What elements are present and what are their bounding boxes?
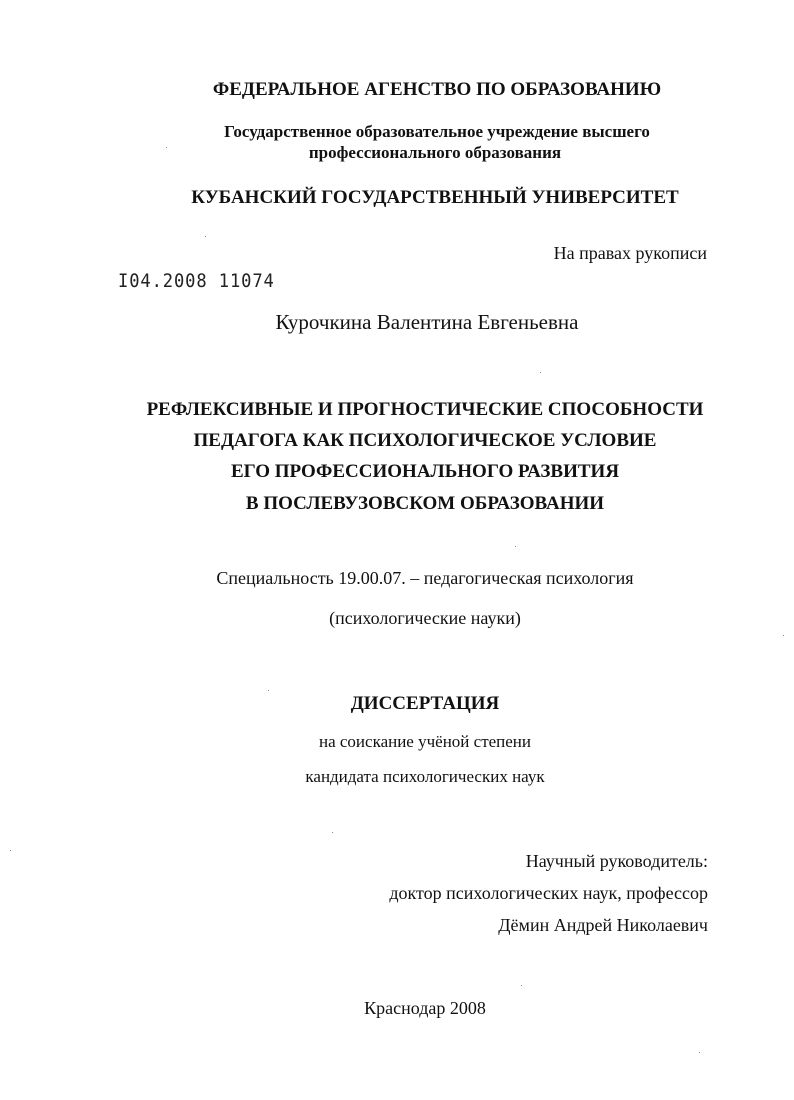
- advisor-label: Научный руководитель:: [525, 851, 708, 871]
- scan-speck: [540, 372, 541, 373]
- university-name: КУБАНСКИЙ ГОСУДАРСТВЕННЫЙ УНИВЕРСИТЕТ: [191, 187, 679, 208]
- scan-speck: [332, 832, 333, 833]
- city-year: Краснодар 2008: [364, 998, 486, 1018]
- advisor-credentials: доктор психологических наук, профессор: [389, 883, 708, 903]
- title-line-3: ЕГО ПРОФЕССИОНАЛЬНОГО РАЗВИТИЯ: [230, 461, 620, 482]
- science-field: (психологические науки): [329, 608, 521, 628]
- scan-speck: [521, 985, 522, 986]
- scan-speck: [699, 1052, 700, 1053]
- work-type: ДИССЕРТАЦИЯ: [350, 693, 500, 714]
- institution-line-1: Государственное образовательное учреждение высшего: [224, 122, 650, 141]
- scan-speck: [10, 850, 11, 851]
- degree-line-2: кандидата психологических наук: [305, 767, 545, 786]
- title-line-1: РЕФЛЕКСИВНЫЕ И ПРОГНОСТИЧЕСКИЕ СПОСОБНОСТИ: [146, 399, 704, 420]
- advisor-name: Дёмин Андрей Николаевич: [498, 915, 708, 935]
- scan-speck: [268, 690, 269, 691]
- agency-name: ФЕДЕРАЛЬНОЕ АГЕНСТВО ПО ОБРАЗОВАНИЮ: [212, 79, 662, 100]
- author-name: Курочкина Валентина Евгеньевна: [275, 310, 579, 334]
- title-line-2: ПЕДАГОГА КАК ПСИХОЛОГИЧЕСКОЕ УСЛОВИЕ: [193, 430, 657, 451]
- scan-speck: [166, 147, 167, 148]
- registration-stamp: I04.2008 11074: [118, 270, 275, 292]
- scan-speck: [783, 635, 784, 636]
- degree-line-1: на соискание учёной степени: [318, 732, 532, 751]
- institution-line-2: профессионального образования: [308, 143, 562, 162]
- manuscript-note: На правах рукописи: [553, 243, 707, 263]
- scan-speck: [515, 546, 516, 547]
- title-line-4: В ПОСЛЕВУЗОВСКОМ ОБРАЗОВАНИИ: [245, 493, 605, 514]
- scan-speck: [205, 236, 206, 237]
- specialty: Специальность 19.00.07. – педагогическая психология: [216, 568, 634, 588]
